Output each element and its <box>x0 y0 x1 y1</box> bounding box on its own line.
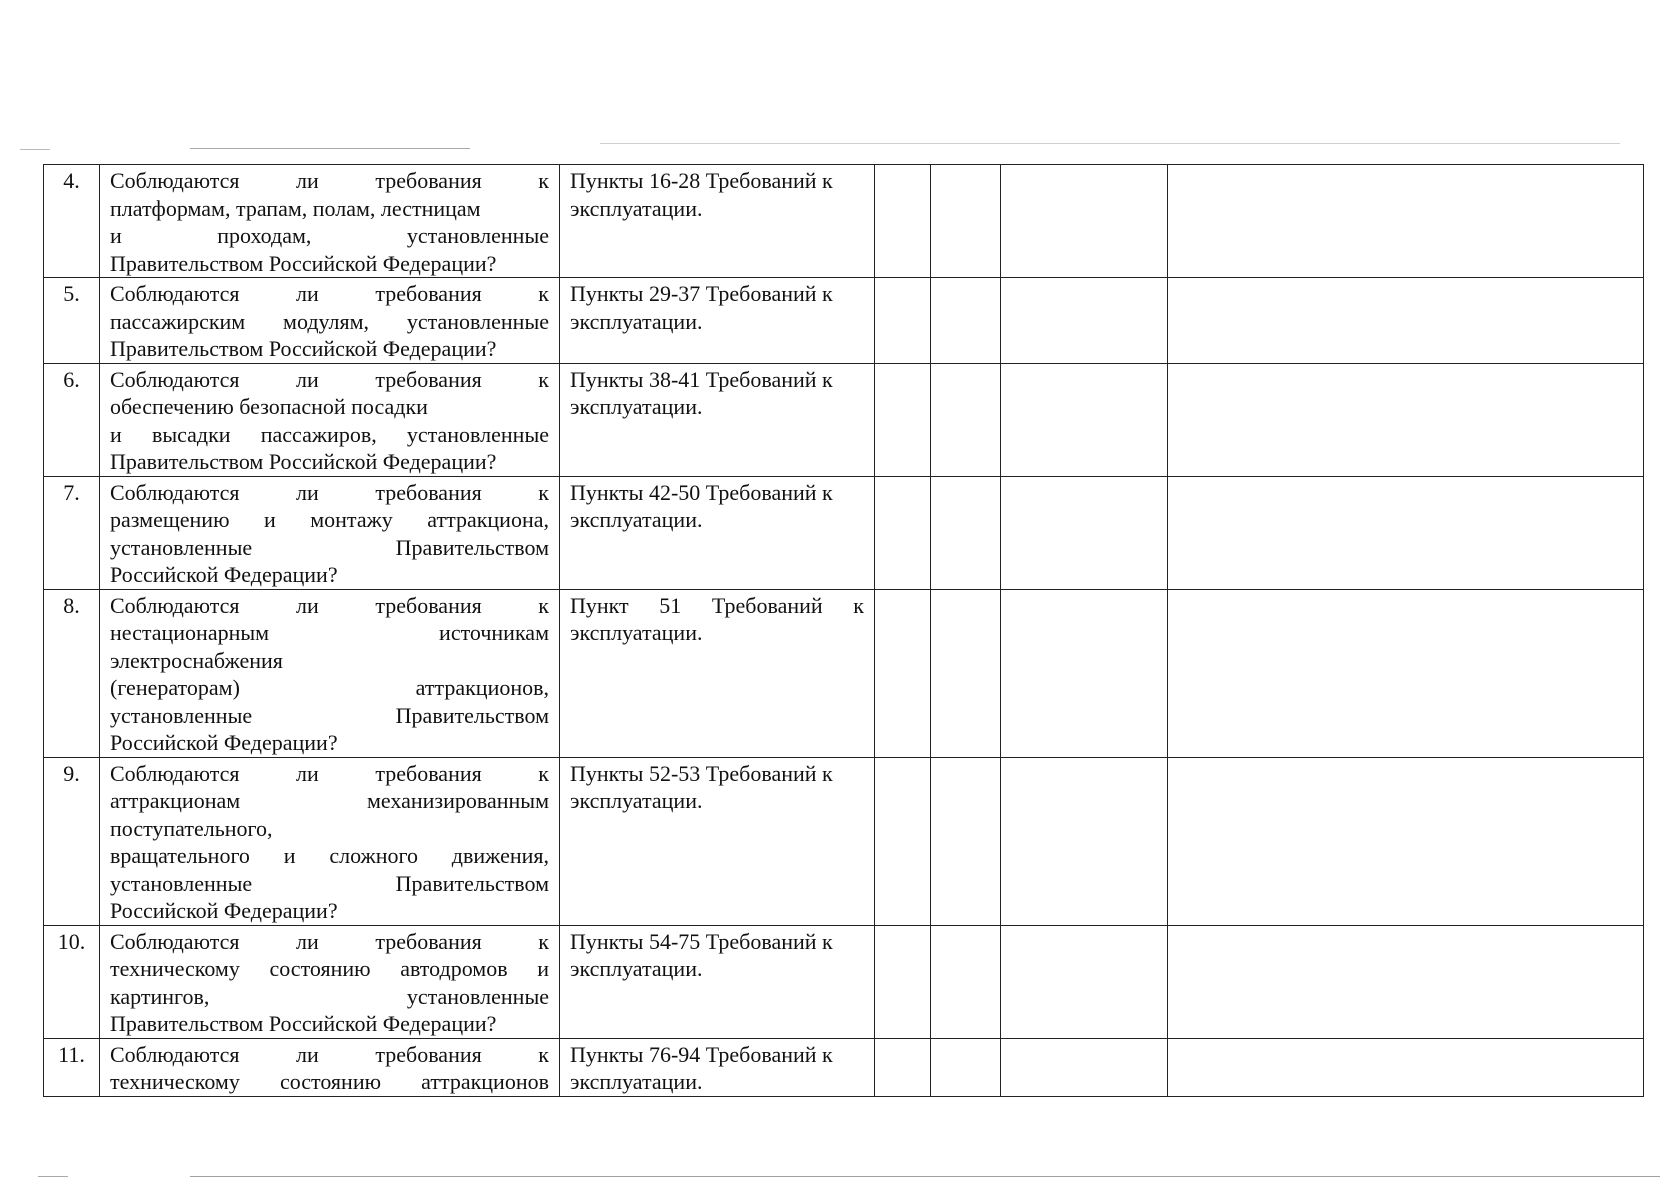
answer-cell-not-applicable[interactable] <box>1001 363 1168 476</box>
table-row <box>44 1038 1644 1096</box>
notes-cell[interactable] <box>1168 1038 1644 1096</box>
answer-cell-no[interactable] <box>931 757 1001 925</box>
table-row <box>44 476 1644 589</box>
question-text: Соблюдаются ли требования к аттракционам механизированным поступательного, вращательного и сложного движения, установленные Правительством Российской Федерации? <box>100 757 560 925</box>
answer-cell-no[interactable] <box>931 165 1001 278</box>
answer-cell-yes[interactable] <box>875 165 931 278</box>
answer-cell-no[interactable] <box>931 1038 1001 1096</box>
requirement-reference: Пункты 42-50 Требований к эксплуатации. <box>560 476 875 589</box>
row-number: 11. <box>44 1038 100 1096</box>
requirement-reference: Пункты 52-53 Требований к эксплуатации. <box>560 757 875 925</box>
question-text: Соблюдаются ли требования к обеспечению безопасной посадки и высадки пассажиров, установленные Правительством Российской Федерации? <box>100 363 560 476</box>
scan-artifact-line <box>600 143 1620 144</box>
notes-cell[interactable] <box>1168 165 1644 278</box>
scan-artifact-line <box>38 1176 68 1177</box>
table-row <box>44 278 1644 364</box>
question-text: Соблюдаются ли требования к техническому состоянию автодромов и картингов, установленные Правительством Российской Федерации? <box>100 925 560 1038</box>
question-text: Соблюдаются ли требования к пассажирским модулям, установленные Правительством Российской Федерации? <box>100 278 560 364</box>
answer-cell-yes[interactable] <box>875 589 931 757</box>
answer-cell-yes[interactable] <box>875 278 931 364</box>
notes-cell[interactable] <box>1168 757 1644 925</box>
answer-cell-no[interactable] <box>931 589 1001 757</box>
notes-cell[interactable] <box>1168 363 1644 476</box>
answer-cell-not-applicable[interactable] <box>1001 589 1168 757</box>
question-text: Соблюдаются ли требования к нестационарным источникам электроснабжения (генераторам) аттракционов, установленные Правительством Российской Федерации? <box>100 589 560 757</box>
answer-cell-not-applicable[interactable] <box>1001 278 1168 364</box>
table-row <box>44 165 1644 278</box>
row-number: 8. <box>44 589 100 757</box>
row-number: 6. <box>44 363 100 476</box>
question-text: Соблюдаются ли требования к размещению и монтажу аттракциона, установленные Правительством Российской Федерации? <box>100 476 560 589</box>
question-text: Соблюдаются ли требования к платформам, трапам, полам, лестницам и проходам, установленные Правительством Российской Федерации? <box>100 165 560 278</box>
table-row <box>44 925 1644 1038</box>
requirement-reference: Пункты 54-75 Требований к эксплуатации. <box>560 925 875 1038</box>
table-row <box>44 757 1644 925</box>
notes-cell[interactable] <box>1168 476 1644 589</box>
answer-cell-yes[interactable] <box>875 363 931 476</box>
table-row <box>44 363 1644 476</box>
row-number: 7. <box>44 476 100 589</box>
table-row <box>44 589 1644 757</box>
answer-cell-yes[interactable] <box>875 476 931 589</box>
answer-cell-yes[interactable] <box>875 925 931 1038</box>
requirement-reference: Пункты 16-28 Требований к эксплуатации. <box>560 165 875 278</box>
row-number: 5. <box>44 278 100 364</box>
answer-cell-not-applicable[interactable] <box>1001 476 1168 589</box>
answer-cell-yes[interactable] <box>875 1038 931 1096</box>
requirement-reference: Пункты 76-94 Требований к эксплуатации. <box>560 1038 875 1096</box>
row-number: 10. <box>44 925 100 1038</box>
answer-cell-no[interactable] <box>931 925 1001 1038</box>
answer-cell-no[interactable] <box>931 278 1001 364</box>
question-text: Соблюдаются ли требования к техническому состоянию аттракционов <box>100 1038 560 1096</box>
answer-cell-yes[interactable] <box>875 757 931 925</box>
requirement-reference: Пункты 29-37 Требований к эксплуатации. <box>560 278 875 364</box>
scan-artifact-line <box>190 1176 1660 1177</box>
requirement-reference: Пункты 38-41 Требований к эксплуатации. <box>560 363 875 476</box>
notes-cell[interactable] <box>1168 925 1644 1038</box>
scan-artifact-line <box>190 148 470 149</box>
answer-cell-not-applicable[interactable] <box>1001 1038 1168 1096</box>
requirement-reference: Пункт 51 Требований к эксплуатации. <box>560 589 875 757</box>
answer-cell-not-applicable[interactable] <box>1001 925 1168 1038</box>
checklist-table <box>43 164 1644 1097</box>
answer-cell-not-applicable[interactable] <box>1001 757 1168 925</box>
scan-artifact-line <box>20 149 50 150</box>
answer-cell-no[interactable] <box>931 363 1001 476</box>
answer-cell-not-applicable[interactable] <box>1001 165 1168 278</box>
row-number: 4. <box>44 165 100 278</box>
notes-cell[interactable] <box>1168 278 1644 364</box>
answer-cell-no[interactable] <box>931 476 1001 589</box>
notes-cell[interactable] <box>1168 589 1644 757</box>
row-number: 9. <box>44 757 100 925</box>
